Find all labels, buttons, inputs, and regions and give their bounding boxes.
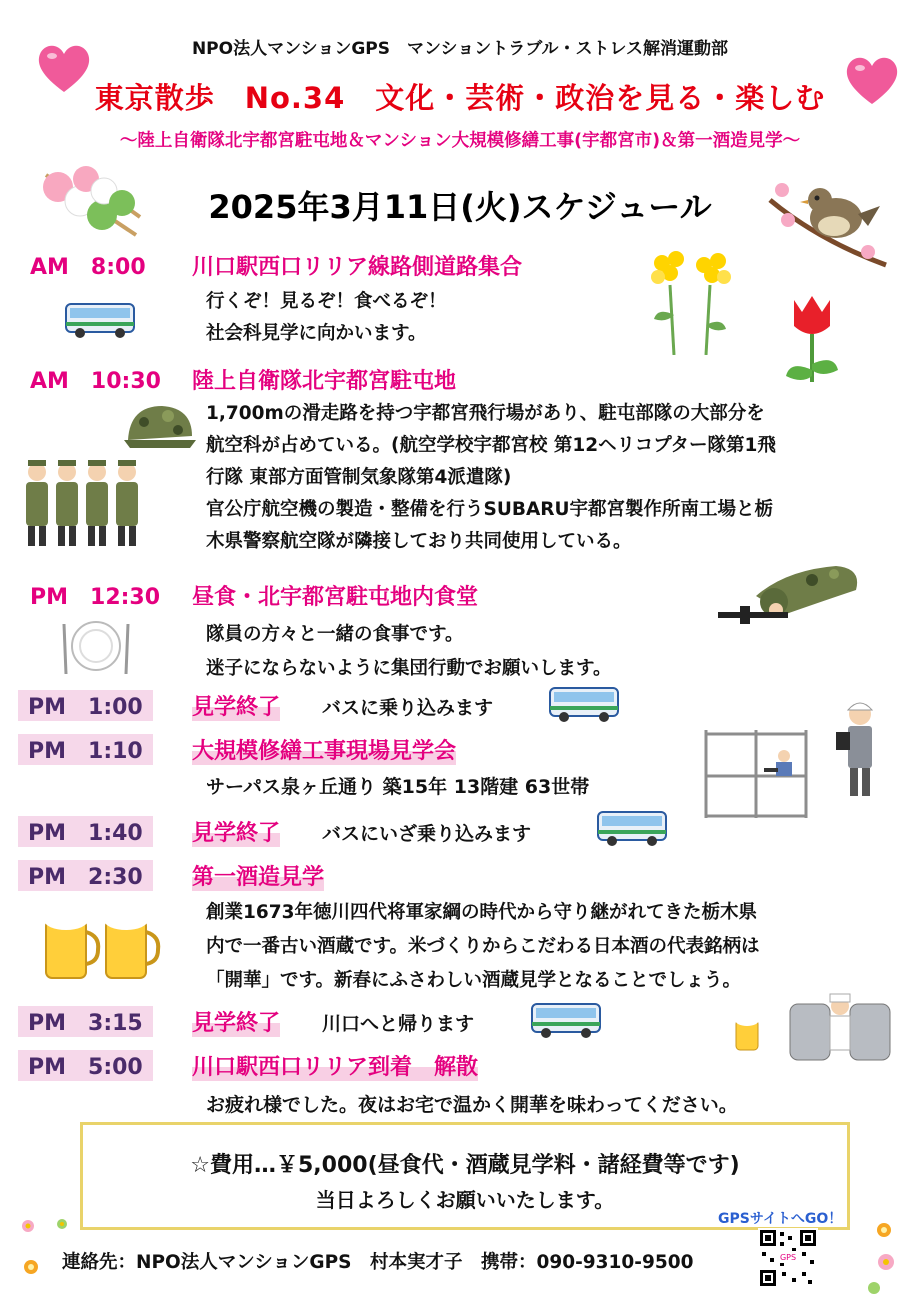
schedule-time: PM 3:15 — [18, 1006, 153, 1037]
schedule-title-item: 見学終了 — [192, 816, 280, 847]
schedule-time: PM 1:10 — [18, 734, 153, 765]
schedule-time: PM 1:40 — [18, 816, 153, 847]
cost-line: ☆費用…￥5,000(昼食代・酒蔵見学料・諸経費等です) — [190, 1153, 740, 1178]
heart-icon — [842, 52, 902, 107]
schedule-description: 1,700mの滑走路を持つ宇都宮飛行場があり、駐屯部隊の大部分を 航空科が占めている。(航空学校宇都宮校 第12ヘリコプター隊第1飛 行隊 東部方面管制気象隊第4派遣隊) 官公庁航空機の製造・整備を行うSUBARU宇都宮製作所南工場と栃 木県警察航空隊が隣接しており共同使用している。 — [206, 403, 776, 552]
schedule-title-item: 大規模修繕工事現場見学会 — [192, 734, 456, 765]
schedule-title-item: 川口駅西口リリア到着 解散 — [192, 1050, 478, 1081]
flower-icon — [866, 1218, 906, 1298]
schedule-title-item: 陸上自衛隊北宇都宮駐屯地 — [192, 369, 457, 394]
schedule-time: AM 10:30 — [30, 369, 161, 394]
schedule-description: お疲れ様でした。夜はお宅で温かく開華を味わってください。 — [206, 1094, 738, 1116]
brewery-icon — [730, 990, 900, 1072]
schedule-description: 行くぞ！見るぞ！食べるぞ！ 社会科見学に向かいます。 — [206, 291, 447, 344]
schedule-time: AM 8:00 — [30, 255, 146, 280]
qr-center-label: GPS — [779, 1253, 797, 1262]
flower-icon — [640, 245, 740, 355]
schedule-note: 川口へと帰ります — [322, 1013, 475, 1035]
schedule-title-item: 見学終了 — [192, 1006, 280, 1037]
heart-icon — [34, 40, 94, 95]
bus-icon — [596, 808, 668, 848]
page-subtitle: ～陸上自衛隊北宇都宮駐屯地＆マンション大規模修繕工事(宇都宮市)＆第一酒造見学～ — [119, 131, 801, 151]
schedule-description: 創業1673年徳川四代将軍家綱の時代から守り継がれてきた栃木県 内で一番古い酒蔵です。米づくりからこだわる日本酒の代表銘柄は 「開華」です。新春にふさわしい酒蔵見学となることでしょう。 — [206, 902, 760, 991]
tulip-icon — [782, 290, 842, 385]
flower-icon — [20, 1256, 42, 1278]
flower-icon — [16, 1214, 76, 1244]
schedule-title-item: 川口駅西口リリア線路側道路集合 — [192, 255, 523, 280]
bus-icon — [548, 684, 620, 724]
beer-icon — [40, 906, 164, 986]
contact-info: 連絡先：NPO法人マンションGPS 村本実才子 携帯：090-9310-9500 — [62, 1252, 694, 1273]
bus-icon — [64, 300, 136, 340]
cost-note: 当日よろしくお願いいたします。 — [315, 1188, 615, 1212]
qr-code[interactable] — [758, 1228, 818, 1288]
page-title: 東京散歩 No.34 文化・芸術・政治を見る・楽しむ — [94, 81, 826, 115]
plate-icon — [58, 614, 134, 678]
gps-site-link[interactable]: GPSサイトへGO！ — [718, 1211, 843, 1227]
schedule-title-item: 見学終了 — [192, 690, 280, 721]
dango-icon — [36, 165, 146, 240]
schedule-description: サーパス泉ヶ丘通り 築15年 13階建 63世帯 — [206, 776, 590, 798]
schedule-note: バスに乗り込みます — [322, 697, 494, 719]
schedule-note: バスにいざ乗り込みます — [322, 823, 532, 845]
schedule-title: 2025年3月11日(火)スケジュール — [208, 188, 712, 226]
schedule-time: PM 1:00 — [18, 690, 153, 721]
schedule-time: PM 5:00 — [18, 1050, 153, 1081]
prone-soldier-icon — [716, 556, 864, 640]
schedule-description: 隊員の方々と一緒の食事です。 迷子にならないように集団行動でお願いします。 — [206, 624, 612, 679]
organization-line: NPO法人マンションGPS マンショントラブル・ストレス解消運動部 — [191, 39, 729, 59]
schedule-time: PM 2:30 — [18, 860, 153, 891]
schedule-time: PM 12:30 — [30, 585, 161, 610]
bird-icon — [768, 170, 888, 270]
schedule-title-item: 昼食・北宇都宮駐屯地内食堂 — [192, 585, 479, 610]
camouflage-cap-icon — [122, 400, 198, 452]
construction-site-icon — [700, 690, 890, 820]
soldiers-icon — [22, 456, 142, 548]
schedule-title-item: 第一酒造見学 — [192, 860, 324, 891]
bus-icon — [530, 1000, 602, 1040]
